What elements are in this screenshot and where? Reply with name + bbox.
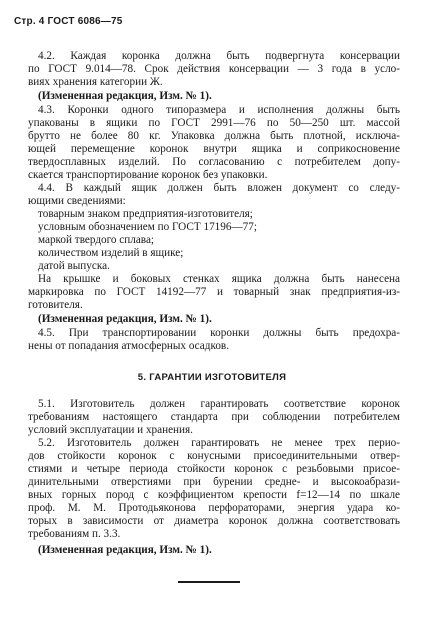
- text-line: 5.2. Изготовитель должен гарантировать не менее трех перио-: [38, 437, 400, 449]
- text-line: 4.3. Коронки одного типоразмера и исполнения должны быть: [38, 104, 400, 116]
- text-line: требованиям настоящего стандарта при соблюдении потребителем: [28, 411, 400, 423]
- text-line: маркировка по ГОСТ 14192—77 и товарный знак предприятия-из-: [28, 286, 400, 298]
- text-line: проф. М. М. Протодьяконова перфораторами, энергия удара ко-: [28, 502, 400, 514]
- section-title: 5. ГАРАНТИИ ИЗГОТОВИТЕЛЯ: [137, 372, 287, 383]
- text-line: дов стойкости коронок с конусными присоединительными отвер-: [28, 450, 400, 462]
- text-line: виях хранения категории Ж.: [28, 76, 163, 88]
- text-line: На крышке и боковых стенках ящика должна быть нанесена: [38, 273, 400, 285]
- list-item: датой выпуска.: [38, 260, 110, 272]
- text-line: динительными отверстиями при бурении средне- и высокоабрази-: [28, 476, 400, 488]
- list-item: товарным знаком предприятия-изготовителя;: [38, 208, 253, 220]
- text-line: твердосплавных изделий. По согласованию с потребителем допу-: [28, 156, 400, 168]
- text-line: 5.1. Изготовитель должен гарантировать соответствие коронок: [38, 398, 400, 410]
- text-line: брутто не более 80 кг. Упаковка должна быть плотной, исключа-: [28, 130, 400, 142]
- text-line: готовителя.: [28, 299, 83, 311]
- amendment-note: (Измененная редакция, Изм. № 1).: [38, 544, 212, 556]
- text-line: требованиям п. 3.3.: [28, 528, 121, 540]
- text-line: вных горных пород с коэффициентом крепости f=12—14 по шкале: [28, 489, 400, 501]
- text-line: 4.4. В каждый ящик должен быть вложен документ со следу-: [38, 182, 400, 194]
- text-line: по ГОСТ 9.014—78. Срок действия консервации — 3 года в усло-: [28, 63, 400, 75]
- text-line: ющими сведениями:: [28, 195, 126, 207]
- list-item: условным обозначением по ГОСТ 17196—77;: [38, 221, 257, 233]
- list-item: маркой твердого сплава;: [38, 234, 155, 246]
- text-line: упакованы в ящики по ГОСТ 2991—76 по 50—250 шт. массой: [28, 117, 400, 129]
- page-header: Стр. 4 ГОСТ 6086—75: [14, 16, 123, 27]
- text-line: скается транспортирование коронок без упаковки.: [28, 169, 268, 181]
- list-item: количеством изделий в ящике;: [38, 247, 184, 259]
- text-line: ющей перемещение коронок внутри ящика и соприкосновение: [28, 143, 400, 155]
- text-line: нены от попадания атмосферных осадков.: [28, 340, 229, 352]
- text-line: торых в зависимости от диаметра коронок должна соответствовать: [28, 515, 400, 527]
- text-line: условий эксплуатации и хранения.: [28, 424, 193, 436]
- amendment-note: (Измененная редакция, Изм. № 1).: [38, 90, 212, 102]
- text-line: стиями и четыре периода стойкости коронок с резьбовыми присое-: [28, 463, 400, 475]
- text-line: 4.2. Каждая коронка должна быть подвергнута консервации: [38, 50, 400, 62]
- text-line: 4.5. При транспортировании коронки должны быть предохра-: [38, 327, 400, 339]
- end-rule: [178, 581, 240, 583]
- amendment-note: (Измененная редакция, Изм. № 1).: [38, 313, 212, 325]
